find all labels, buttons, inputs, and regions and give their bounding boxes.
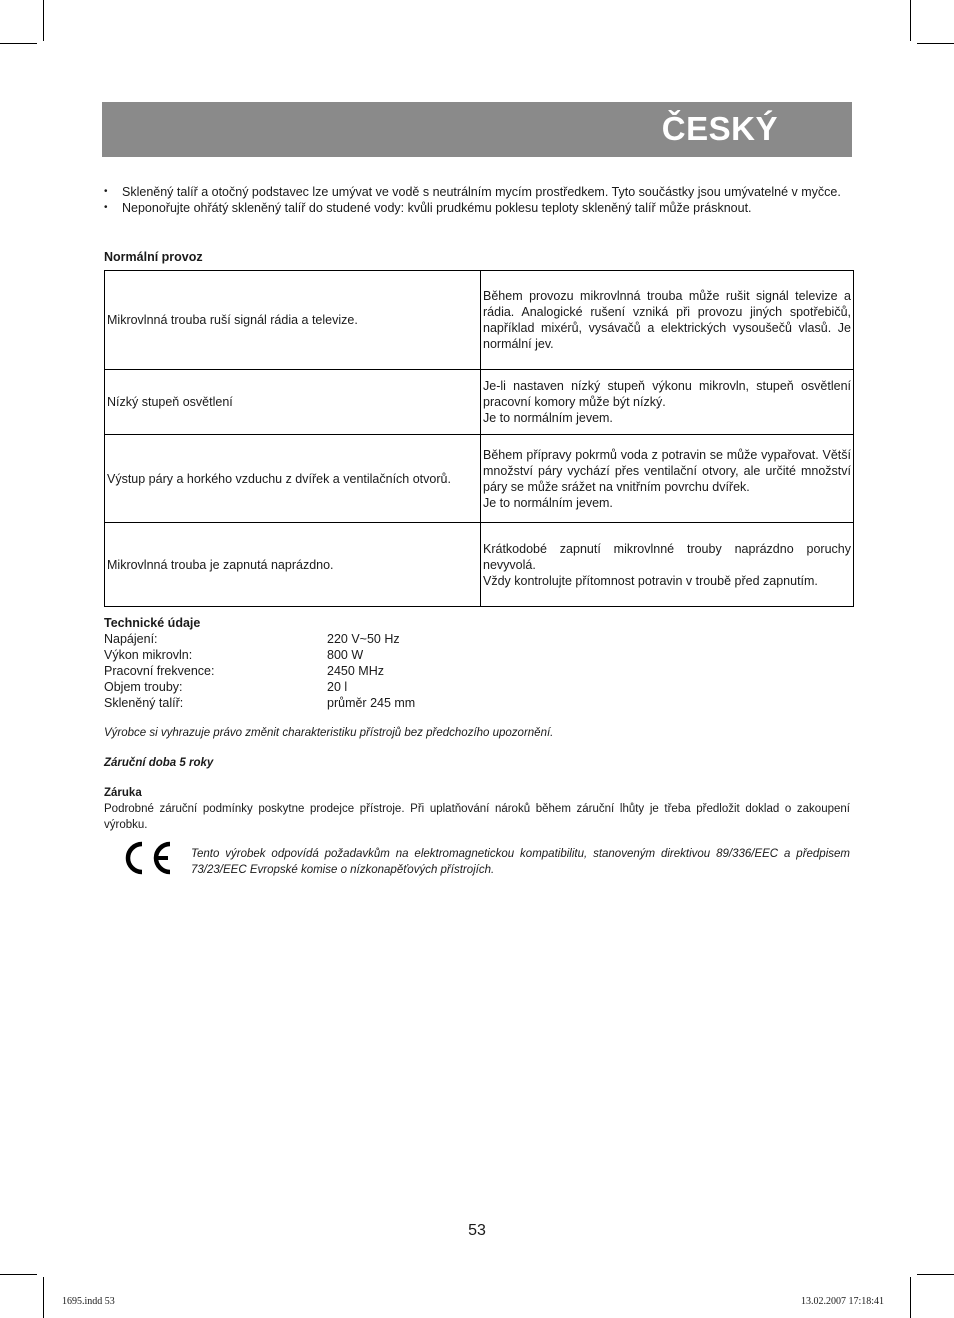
spec-row (104, 647, 850, 663)
crop-mark (0, 1274, 37, 1275)
symptom-cell: Výstup páry a horkého vzduchu z dvířek a ventilačních otvorů. (105, 435, 481, 523)
explanation-cell: Během přípravy pokrmů voda z potravin se může vypařovat. Větší množství páry vychází přes ventilační otvory, ale určité množství páry se může srážet na vnitřním povrchu dvířek. Je to normálním jevem. (481, 435, 854, 523)
table-row (105, 370, 854, 435)
spec-value: 2450 MHz (327, 664, 384, 678)
crop-mark (43, 0, 44, 41)
crop-mark (917, 43, 954, 44)
spec-value: průměr 245 mm (327, 696, 416, 710)
explanation-cell: Během provozu mikrovlnná trouba může rušit signál televize a rádia. Analogické rušení vzniká při provozu jiných spotřebičů, například mixérů, vysávačů a elektrických vysoušečů vlasů. Je normální jev. (481, 271, 854, 370)
table-row (105, 435, 854, 523)
table-row (105, 271, 854, 370)
language-title: ČESKÝ (661, 110, 778, 147)
table-row (105, 523, 854, 607)
symptom-cell: Mikrovlnná trouba je zapnutá naprázdno. (105, 523, 481, 607)
spec-value: 20 l (327, 680, 348, 694)
normal-operation-table (104, 270, 854, 607)
crop-mark (43, 1277, 44, 1318)
symptom-cell: Nízký stupeň osvětlení (105, 370, 481, 435)
spec-label: Pracovní frekvence: (104, 664, 215, 678)
page-number: 53 (468, 1222, 486, 1239)
spec-label: Napájení: (104, 632, 158, 646)
footer-timestamp: 13.02.2007 17:18:41 (800, 1296, 884, 1307)
care-bullet-list (104, 184, 850, 216)
spec-row (104, 631, 850, 647)
warranty-section (104, 785, 850, 833)
crop-mark (0, 43, 37, 44)
spec-value: 800 W (327, 648, 364, 662)
spec-row (104, 679, 850, 695)
spec-label: Skleněný talíř: (104, 696, 184, 710)
footer-file: 1695.indd 53 (62, 1296, 115, 1307)
technical-specs-heading: Technické údaje (104, 616, 201, 630)
bullet-item: • Neponořujte ohřátý skleněný talíř do studené vody: kvůli prudkému poklesu teploty skleněný talíř může prásknout. (104, 200, 850, 216)
bullet-item: • Skleněný talíř a otočný podstavec lze umývat ve vodě s neutrálním mycím prostředkem. Tyto součástky jsou umývatelné v myčce. (104, 184, 850, 200)
warranty-period: Záruční doba 5 roky (104, 757, 214, 769)
crop-mark (910, 1277, 911, 1318)
explanation-cell: Krátkodobé zapnutí mikrovlnné trouby naprázdno poruchy nevyvolá. Vždy kontrolujte přítomnost potravin v troubě před zapnutím. (481, 523, 854, 607)
warranty-heading: Záruka (104, 787, 142, 799)
spec-row (104, 695, 850, 711)
warranty-text: Podrobné záruční podmínky poskytne prodejce přístroje. Při uplatňování nároků během záruční lhůty je třeba předložit doklad o zakoupení výrobku. (104, 803, 850, 831)
language-header-bar (102, 102, 852, 157)
crop-mark (910, 0, 911, 41)
crop-mark (917, 1274, 954, 1275)
ce-compliance-text: Tento výrobek odpovídá požadavkům na elektromagnetickou kompatibilitu, stanoveným direktivou 89/336/EEC a předpisem 73/23/EEC Evropské komise o nízkonapěťových přístrojích. (191, 848, 850, 876)
symptom-cell: Mikrovlnná trouba ruší signál rádia a televize. (105, 271, 481, 370)
spec-label: Objem trouby: (104, 680, 183, 694)
manufacturer-notice: Výrobce si vyhrazuje právo změnit charakteristiku přístrojů bez předchozího upozornění. (104, 727, 554, 739)
normal-operation-heading: Normální provoz (104, 250, 203, 264)
explanation-cell: Je-li nastaven nízký stupeň výkonu mikrovln, stupeň osvětlení pracovní komory může být nízký. Je to normálním jevem. (481, 370, 854, 435)
technical-specs (104, 615, 850, 711)
spec-value: 220 V~50 Hz (327, 632, 400, 646)
ce-mark-icon (122, 838, 174, 878)
spec-row (104, 663, 850, 679)
spec-label: Výkon mikrovln: (104, 648, 193, 662)
